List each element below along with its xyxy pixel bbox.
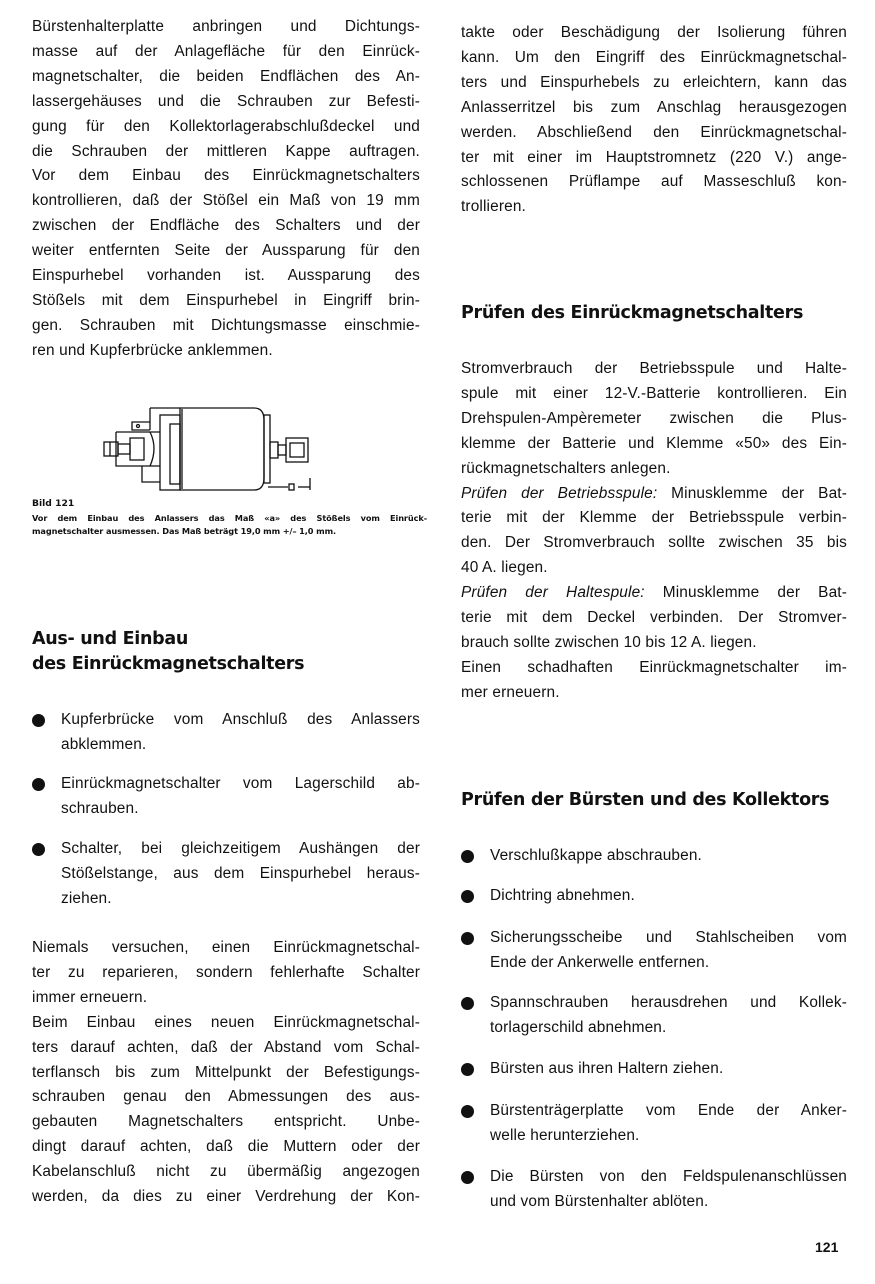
text-line: ren und Kupferbrücke anklemmen. — [32, 341, 273, 359]
text-line: Ende der Ankerwelle entfernen. — [490, 953, 710, 971]
bullet-icon — [461, 850, 474, 863]
replacement-paragraph — [32, 936, 420, 1210]
text-line: ters und Einspurhebels zu erleichtern, kann das — [461, 73, 847, 91]
text-line: kann. Um den Eingriff des Einrückmagnetschal- — [461, 48, 847, 66]
bullet-icon — [32, 843, 45, 856]
text-line: gebauten Magnetschalters entspricht. Unbe- — [32, 1113, 420, 1131]
text-line: Niemals versuchen, einen Einrückmagnetschal- — [32, 939, 420, 956]
text-line: Stößels mit dem Einspurhebel in Eingriff brin- — [32, 291, 420, 309]
continuation-paragraph — [461, 21, 847, 220]
operating-coil-first-line — [461, 482, 847, 507]
text-line: Kupferbrücke vom Anschluß des Anlassers — [61, 711, 420, 728]
text-line: takte oder Beschädigung der Isolierung führen — [461, 24, 847, 41]
text-line: magnetschalter, die beiden Endflächen des An- — [32, 67, 420, 85]
bullet-icon — [461, 1105, 474, 1118]
figure-title: Bild 121 — [32, 498, 75, 509]
figure-121 — [32, 400, 422, 500]
page-number: 121 — [815, 1239, 839, 1255]
heading-line: des Einrückmagnetschalters — [32, 654, 305, 674]
text-line: gung für den Kollektorlagerabschlußdeckel und — [32, 117, 420, 135]
bullet-icon — [461, 1171, 474, 1184]
text-line: 40 A. liegen. — [461, 559, 548, 577]
text-line: weiter entfernten Seite der Aussparung für den — [32, 242, 420, 260]
text-line: immer erneuern. — [32, 988, 148, 1006]
text-line: schlossenen Prüflampe auf Masseschluß kon- — [461, 173, 847, 191]
intro-paragraph — [32, 15, 420, 364]
text-line: und vom Bürstenhalter ablöten. — [490, 1192, 709, 1210]
text-line: Stromverbrauch der Betriebsspule und Halte- — [461, 360, 847, 377]
text-line: abklemmen. — [61, 735, 147, 753]
text-line: schrauben. — [61, 799, 139, 817]
heading-line: Aus- und Einbau — [32, 629, 189, 649]
text-line: terie mit dem Deckel verbinden. Der Stromver- — [461, 609, 847, 627]
text-line: Spannschrauben herausdrehen und Kollek- — [490, 994, 847, 1011]
text-line: brauch sollte zwischen 10 bis 12 A. liegen. — [461, 633, 757, 651]
text-line: Die Bürsten von den Feldspulenanschlüssen — [490, 1168, 847, 1185]
text-line: Einspurhebel vorhanden ist. Aussparung des — [32, 267, 420, 285]
text-line: Bürstenträgerplatte vom Ende der Anker- — [490, 1102, 847, 1119]
figure-caption — [32, 512, 427, 538]
text-line: Bürsten aus ihren Haltern ziehen. — [490, 1060, 724, 1077]
text-line: lassergehäuses und die Schrauben zur Befesti- — [32, 92, 420, 110]
text-line: Drehspulen-Ampèremeter zwischen die Plus- — [461, 409, 847, 427]
text-line: Anlasserritzel bis zum Anschlag herausgezogen — [461, 98, 847, 116]
text-line: Beim Einbau eines neuen Einrückmagnetschal- — [32, 1013, 420, 1031]
holding-coil-label: Prüfen der Haltespule: — [461, 584, 645, 602]
text-line: Verschlußkappe abschrauben. — [490, 847, 702, 864]
solenoid-test-paragraph — [461, 357, 847, 706]
text-line: schrauben genau den Abmessungen des aus- — [32, 1088, 420, 1106]
text-line: kontrollieren, daß der Stößel ein Maß von 19 mm — [32, 192, 420, 210]
text-line: die Schrauben der mittleren Kappe auftragen. — [32, 142, 420, 160]
solenoid-switch-drawing-icon — [32, 400, 422, 495]
text-line: masse auf der Anlagefläche für den Einrück- — [32, 42, 420, 60]
text-line: gen. Schrauben mit Dichtungsmasse einschmie- — [32, 316, 420, 334]
bullet-icon — [461, 1063, 474, 1076]
text-line: zwischen der Endfläche des Schalters und der — [32, 217, 420, 235]
bullet-icon — [461, 997, 474, 1010]
text-fragment: Minusklemme der Bat- — [657, 484, 847, 502]
caption-line: Vor dem Einbau des Anlassers das Maß «a» des Stößels vom Einrück- — [32, 513, 427, 523]
text-line: ter zu reparieren, sondern fehlerhafte Schalter — [32, 963, 420, 981]
section-heading-pruefen-buersten: Prüfen der Bürsten und des Kollektors — [461, 790, 830, 810]
text-line: Stößelstange, aus dem Einspurhebel heraus- — [61, 864, 420, 882]
text-line: ziehen. — [61, 889, 112, 907]
text-line: Schalter, bei gleichzeitigem Aushängen der — [61, 840, 420, 857]
caption-line: magnetschalter ausmessen. Das Maß beträgt 19,0 mm +/– 1,0 mm. — [32, 526, 337, 536]
text-line: Dichtring abnehmen. — [490, 887, 635, 904]
text-line: ter mit einer im Hauptstromnetz (220 V.) ange- — [461, 148, 847, 166]
text-line: terflansch bis zum Mittelpunkt der Befestigungs- — [32, 1063, 420, 1081]
text-line: welle herunterziehen. — [490, 1126, 640, 1144]
bullet-icon — [461, 932, 474, 945]
bullet-icon — [461, 890, 474, 903]
text-line: torlagerschild abnehmen. — [490, 1018, 667, 1036]
text-line: terie mit der Klemme der Betriebsspule verbin- — [461, 509, 847, 527]
text-line: Kabelanschluß nicht zu übermäßig angezogen — [32, 1163, 420, 1181]
bullet-icon — [32, 714, 45, 727]
section-heading-pruefen-einrueckmagnetschalter: Prüfen des Einrückmagnetschalters — [461, 303, 804, 323]
text-line: Einen schadhaften Einrückmagnetschalter im- — [461, 658, 847, 676]
text-line: werden. Abschließend den Einrückmagnetschal- — [461, 123, 847, 141]
text-fragment: Minusklemme der Bat- — [644, 584, 847, 602]
section-heading-aus-und-einbau — [32, 627, 422, 677]
text-line: dingt darauf achten, daß die Muttern oder der — [32, 1138, 420, 1156]
text-line: mer erneuern. — [461, 683, 560, 701]
text-line: spule mit einer 12-V.-Batterie kontrollieren. Ein — [461, 384, 847, 402]
text-line: trollieren. — [461, 198, 526, 216]
text-line: Bürstenhalterplatte anbringen und Dichtungs- — [32, 18, 420, 35]
operating-coil-label: Prüfen der Betriebsspule: — [461, 484, 658, 502]
bullet-icon — [32, 778, 45, 791]
text-line: rückmagnetschalters anlegen. — [461, 459, 671, 477]
text-line: Einrückmagnetschalter vom Lagerschild ab- — [61, 775, 420, 792]
text-line: ters darauf achten, daß der Abstand vom Schal- — [32, 1038, 420, 1056]
text-line: klemme der Batterie und Klemme «50» des Ein- — [461, 434, 847, 452]
text-line: den. Der Stromverbrauch sollte zwischen 35 bis — [461, 534, 847, 552]
holding-coil-first-line — [461, 581, 847, 606]
text-line: werden, da dies zu einer Verdrehung der Kon- — [32, 1188, 420, 1206]
text-line: Vor dem Einbau des Einrückmagnetschalters — [32, 167, 420, 185]
text-line: Sicherungsscheibe und Stahlscheiben vom — [490, 929, 847, 946]
